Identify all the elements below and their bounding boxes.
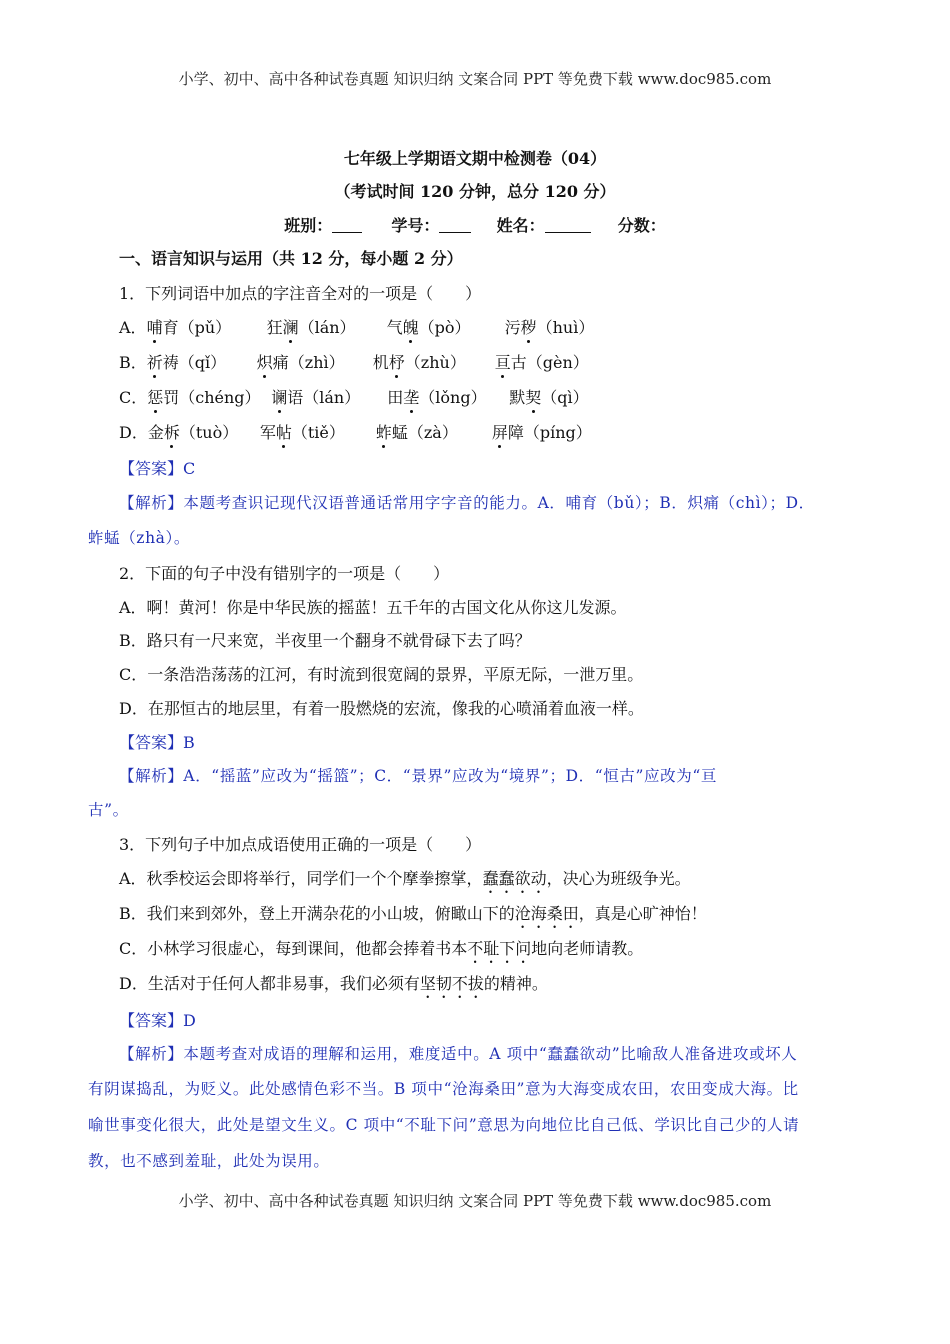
score-label: 分数：	[617, 216, 666, 235]
q1-option-b: B．祈祷（qǐ） 炽痛（zhì） 机杼（zhù） 亘古（gèn）	[119, 353, 589, 372]
question-2-stem: 2．下面的句子中没有错别字的一项是（ ）	[119, 564, 450, 583]
q1-explanation-line-2: 蚱蜢（zhà）。	[88, 529, 190, 547]
question-1-stem: 1．下列词语中加点的字注音全对的一项是（ ）	[119, 284, 482, 303]
q2-option-d: D．在那恒古的地层里，有着一股燃烧的宏流，像我的心喷涌着血液一样。	[119, 699, 644, 718]
dotted-idiom: 沧海桑田	[514, 904, 579, 923]
name-blank	[545, 218, 591, 233]
student-info-line	[0, 213, 950, 236]
q3-explanation-line-3: 喻世事变化很大，此处是望文生义。C 项中“不耻下问”意思为向地位比自己低、学识比自己少的人请	[88, 1116, 800, 1134]
q3-explanation-line-1: 【解析】本题考查对成语的理解和运用，难度适中。A 项中“蠢蠢欲动”比喻敌人准备进攻或坏人	[119, 1045, 798, 1063]
q3-option-a: A．秋季校运会即将举行，同学们一个个摩拳擦掌，蠢蠢欲动，决心为班级争光。	[119, 869, 691, 888]
exam-subtitle: （考试时间 120 分钟，总分 120 分）	[334, 182, 616, 201]
question-3-stem: 3．下列句子中加点成语使用正确的一项是（ ）	[119, 835, 482, 854]
dotted-idiom: 不耻下问	[467, 939, 532, 958]
q2-option-a: A．啊！黄河！你是中华民族的摇蓝！五千年的古国文化从你这儿发源。	[119, 598, 627, 617]
id-blank	[439, 218, 471, 233]
dotted-idiom: 蠢蠢欲动	[482, 869, 547, 888]
q2-explanation-line-2: 古”。	[88, 801, 129, 819]
q1-option-a: A．哺育（pǔ） 狂澜（lán） 气魄（pò） 污秽（huì）	[119, 318, 595, 337]
class-blank	[332, 218, 362, 233]
q1-option-d: D．金柝（tuò） 军帖（tiě） 蚱蜢（zà） 屏障（píng）	[119, 423, 592, 442]
q2-answer: 【答案】B	[119, 733, 195, 752]
q1-answer: 【答案】C	[119, 459, 196, 478]
q3-answer: 【答案】D	[119, 1011, 196, 1030]
class-label: 班别：	[284, 216, 333, 235]
q3-option-c: C．小林学习很虚心，每到课间，他都会捧着书本不耻下问地向老师请教。	[119, 939, 644, 958]
dotted-idiom: 坚韧不拔	[419, 974, 484, 993]
q3-explanation-line-4: 教，也不感到羞耻，此处为误用。	[88, 1152, 330, 1170]
q3-option-b: B．我们来到郊外，登上开满杂花的小山坡，俯瞰山下的沧海桑田，真是心旷神怡！	[119, 904, 707, 923]
page-header: 小学、初中、高中各种试卷真题 知识归纳 文案合同 PPT 等免费下载 www.doc985.com	[178, 70, 772, 88]
q3-option-d: D．生活对于任何人都非易事，我们必须有坚韧不拔的精神。	[119, 974, 548, 993]
page-footer: 小学、初中、高中各种试卷真题 知识归纳 文案合同 PPT 等免费下载 www.doc985.com	[178, 1192, 772, 1210]
q2-option-b: B．路只有一尺来宽，半夜里一个翻身不就骨碌下去了吗？	[119, 631, 531, 650]
q2-option-c: C．一条浩浩荡荡的江河，有时流到很宽阔的景界，平原无际，一泄万里。	[119, 665, 644, 684]
q1-option-c: C．惩罚（chéng） 谰语（lán） 田垄（lǒng） 默契（qì）	[119, 388, 589, 407]
q2-explanation-line-1: 【解析】A．“摇蓝”应改为“摇篮”；C．“景界”应改为“境界”；D．“恒古”应改为“亘	[119, 767, 717, 785]
id-label: 学号：	[391, 216, 440, 235]
section-heading: 一、语言知识与运用（共 12 分，每小题 2 分）	[119, 249, 463, 268]
name-label: 姓名：	[496, 216, 545, 235]
exam-title: 七年级上学期语文期中检测卷（04）	[343, 149, 607, 168]
q3-explanation-line-2: 有阴谋捣乱，为贬义。此处感情色彩不当。B 项中“沧海桑田”意为大海变成农田，农田变成大海。比	[88, 1080, 799, 1098]
q1-explanation-line-1: 【解析】本题考查识记现代汉语普通话常用字字音的能力。A．哺育（bǔ）；B．炽痛（chì）；D．	[119, 494, 815, 512]
